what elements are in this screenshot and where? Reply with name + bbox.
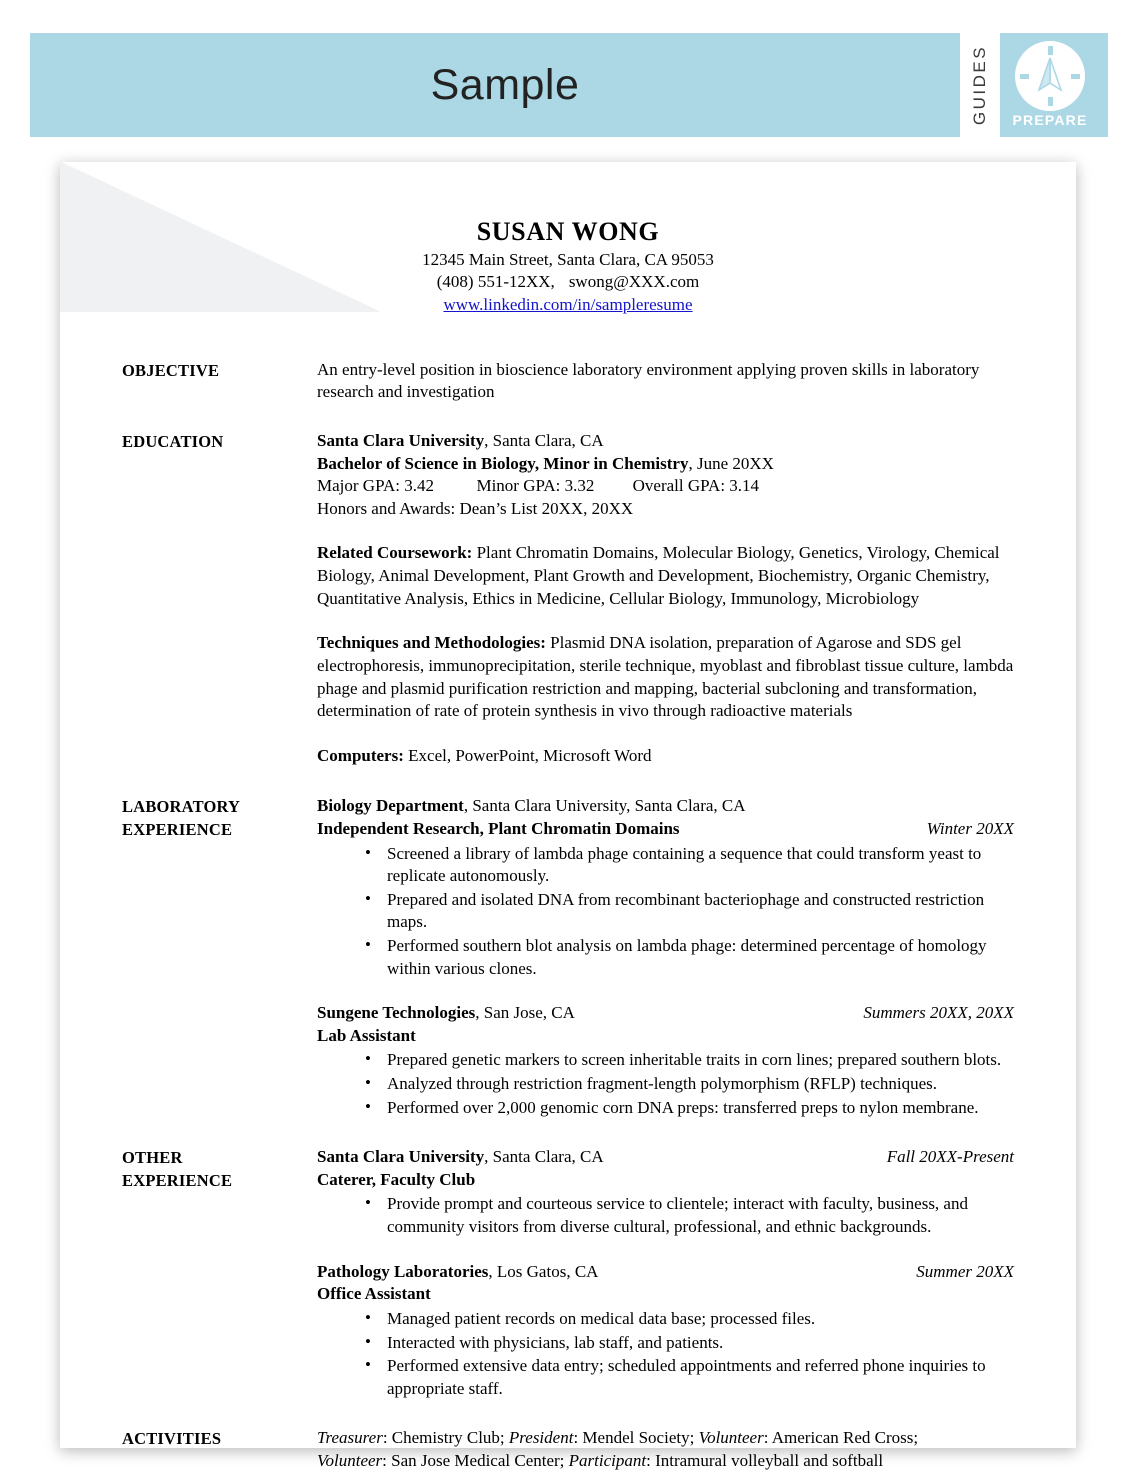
- candidate-address: 12345 Main Street, Santa Clara, CA 95053: [422, 249, 714, 269]
- section-body-education: [317, 430, 1014, 767]
- resume-page: [60, 162, 1076, 1470]
- entry-org: Santa Clara University: [317, 1147, 485, 1167]
- entry-title: Office Assistant: [317, 1284, 431, 1304]
- bullet-item: • Prepared and isolated DNA from recombinant bacteriophage and constructed restriction maps.: [365, 889, 1014, 934]
- entry-org-rest: , Los Gatos, CA: [488, 1261, 599, 1281]
- guides-label: GUIDES: [970, 44, 989, 126]
- education-school-location: , Santa Clara, CA: [484, 431, 604, 451]
- computers-text: Excel, PowerPoint, Microsoft Word: [403, 745, 652, 765]
- entry-date: Fall 20XX-Present: [886, 1147, 1014, 1167]
- entry-org: Sungene Technologies: [317, 1003, 476, 1023]
- entry-org-rest: , Santa Clara University, Santa Clara, CA: [463, 796, 746, 816]
- section-body-laboratory-experience: [317, 795, 1014, 1120]
- activity-role: Participant: [568, 1450, 647, 1470]
- candidate-email: swong@XXX.com: [568, 272, 700, 292]
- objective-text: An entry-level position in bioscience laboratory environment applying proven skills in laboratory research and investigation: [317, 359, 980, 402]
- experience-entry: [317, 795, 1014, 980]
- activities-line-1: [317, 1427, 1014, 1450]
- education-coursework: [317, 542, 1014, 610]
- gpa-major: Major GPA: 3.42: [317, 476, 434, 496]
- activity-role: Volunteer: [698, 1428, 764, 1448]
- entry-org-line: [317, 795, 1014, 818]
- candidate-name: SUSAN WONG: [476, 217, 660, 246]
- section-label-education: EDUCATION: [122, 432, 224, 452]
- techniques-text: Plasmid DNA isolation, preparation of Agarose and SDS gel electrophoresis, immunoprecipitation, sterile technique, myoblast and fibroblast tissue culture, lambda phage and plasmid purification restriction and mapping, bacterial subcloning and transformation, determination of rate of protein synthesis in vivo through radioactive materials: [317, 633, 1014, 721]
- entry-title-line: [317, 1025, 1014, 1048]
- entry-title-line: [317, 1283, 1014, 1306]
- section-body-activities: [317, 1427, 1014, 1472]
- experience-entry: [317, 1261, 1014, 1401]
- section-body-other-experience: [317, 1146, 1014, 1401]
- brand-mark: [1004, 41, 1096, 133]
- section-label-activities: ACTIVITIES: [122, 1429, 222, 1449]
- experience-entry: [317, 1002, 1014, 1119]
- education-computers: [317, 745, 1014, 768]
- section-education: [122, 430, 1014, 767]
- activity-detail: : American Red Cross;: [763, 1428, 919, 1448]
- experience-entry: [317, 1146, 1014, 1238]
- education-main: [317, 430, 1014, 520]
- entry-org: Biology Department: [317, 796, 464, 816]
- entry-org-row: [317, 1261, 1014, 1284]
- entry-bullets: [317, 1049, 1014, 1119]
- other-label-line1: OTHER: [122, 1148, 183, 1168]
- bullet-item: • Prepared genetic markers to screen inheritable traits in corn lines; prepared southern blots.: [365, 1049, 1014, 1072]
- brand-word: PREPARE: [1012, 112, 1088, 128]
- activity-role: President: [508, 1428, 574, 1448]
- gpa-minor: Minor GPA: 3.32: [476, 476, 595, 496]
- entry-org-row: [317, 1002, 1014, 1025]
- entry-org-rest: , Santa Clara, CA: [484, 1147, 604, 1167]
- coursework-label: Related Coursework:: [317, 543, 473, 563]
- education-degree-date: , June 20XX: [688, 453, 774, 473]
- coursework-paragraph: [317, 542, 1014, 610]
- entry-title: Independent Research, Plant Chromatin Domains: [317, 818, 680, 838]
- candidate-linkedin-link[interactable]: [122, 294, 1014, 317]
- bullet-item: • Performed southern blot analysis on lambda phage: determined percentage of homology within various clones.: [365, 935, 1014, 980]
- bullet-item: • Analyzed through restriction fragment-length polymorphism (RFLP) techniques.: [365, 1073, 1014, 1096]
- activity-detail: : Intramural volleyball and softball: [646, 1450, 884, 1470]
- compass-needle-icon: [1015, 41, 1085, 111]
- bullet-item: • Managed patient records on medical data base; processed files.: [365, 1308, 1014, 1331]
- entry-title: Lab Assistant: [317, 1025, 416, 1045]
- bullet-item: • Performed over 2,000 genomic corn DNA preps: transferred preps to nylon membrane.: [365, 1097, 1014, 1120]
- activity-detail: : San Jose Medical Center;: [382, 1450, 569, 1470]
- top-banner: [30, 33, 1108, 137]
- education-techniques: [317, 632, 1014, 722]
- activity-role: Treasurer: [317, 1428, 383, 1448]
- bullet-item: • Provide prompt and courteous service to clientele; interact with faculty, business, and community visitors from diverse cultural, professional, and ethnic backgrounds.: [365, 1193, 1014, 1238]
- entry-org: Pathology Laboratories: [317, 1261, 489, 1281]
- candidate-phone: (408) 551-12XX,: [436, 272, 555, 292]
- entry-bullets: [317, 1308, 1014, 1400]
- resume-header: [122, 162, 1014, 317]
- activity-detail: : Chemistry Club;: [382, 1428, 509, 1448]
- section-objective: [122, 359, 1014, 404]
- entry-date: Summer 20XX: [916, 1261, 1014, 1281]
- section-body-objective: [317, 359, 1014, 404]
- banner-title: Sample: [430, 60, 580, 109]
- section-label-other-experience: [122, 1146, 317, 1401]
- entry-date: Summers 20XX, 20XX: [863, 1003, 1014, 1023]
- section-other-experience: [122, 1146, 1014, 1401]
- entry-date: Winter 20XX: [926, 818, 1014, 838]
- lab-label-line1: LABORATORY: [122, 797, 241, 817]
- education-gpa-line: [317, 475, 1014, 498]
- education-school-line: [317, 430, 1014, 453]
- bullet-item: • Screened a library of lambda phage containing a sequence that could transform yeast to replicate autonomously.: [365, 843, 1014, 888]
- computers-label: Computers:: [317, 745, 404, 765]
- entry-org-rest: , San Jose, CA: [475, 1003, 575, 1023]
- lab-label-line2: EXPERIENCE: [122, 819, 233, 839]
- section-label-objective: OBJECTIVE: [122, 360, 220, 380]
- bullet-item: • Interacted with physicians, lab staff, and patients.: [365, 1332, 1014, 1355]
- candidate-contact: [122, 271, 1014, 294]
- other-label-line2: EXPERIENCE: [122, 1170, 233, 1190]
- guides-strip: [960, 33, 1000, 137]
- education-school: Santa Clara University: [317, 431, 485, 451]
- computers-paragraph: [317, 745, 1014, 768]
- activities-line-2: [317, 1450, 1014, 1473]
- education-degree: Bachelor of Science in Biology, Minor in Chemistry: [317, 453, 689, 473]
- techniques-paragraph: [317, 632, 1014, 722]
- entry-title-line: [317, 1169, 1014, 1192]
- entry-bullets: [317, 843, 1014, 981]
- education-honors: Honors and Awards: Dean’s List 20XX, 20XX: [317, 498, 634, 518]
- entry-org-row: [317, 1146, 1014, 1169]
- gpa-overall: Overall GPA: 3.14: [632, 476, 760, 496]
- bullet-item: • Performed extensive data entry; scheduled appointments and referred phone inquiries to appropriate staff.: [365, 1355, 1014, 1400]
- activity-detail: : Mendel Society;: [573, 1428, 699, 1448]
- coursework-text: Plant Chromatin Domains, Molecular Biology, Genetics, Virology, Chemical Biology, Animal Development, Plant Growth and Development, Biochemistry, Organic Chemistry, Quantitative Analysis, Ethics in Medicine, Cellular Biology, Immunology, Microbiology: [317, 543, 1000, 608]
- entry-title: Caterer, Faculty Club: [317, 1169, 476, 1189]
- section-label-laboratory-experience: [122, 795, 317, 1120]
- linkedin-url-text[interactable]: www.linkedin.com/in/sampleresume: [443, 295, 693, 315]
- education-degree-line: [317, 453, 1014, 476]
- entry-title-row: [317, 818, 1014, 841]
- section-laboratory-experience: [122, 795, 1014, 1120]
- techniques-label: Techniques and Methodologies:: [317, 633, 546, 653]
- compass-icon: [1015, 41, 1085, 111]
- section-activities: [122, 1427, 1014, 1472]
- entry-bullets: [317, 1193, 1014, 1238]
- activity-role: Volunteer: [317, 1450, 383, 1470]
